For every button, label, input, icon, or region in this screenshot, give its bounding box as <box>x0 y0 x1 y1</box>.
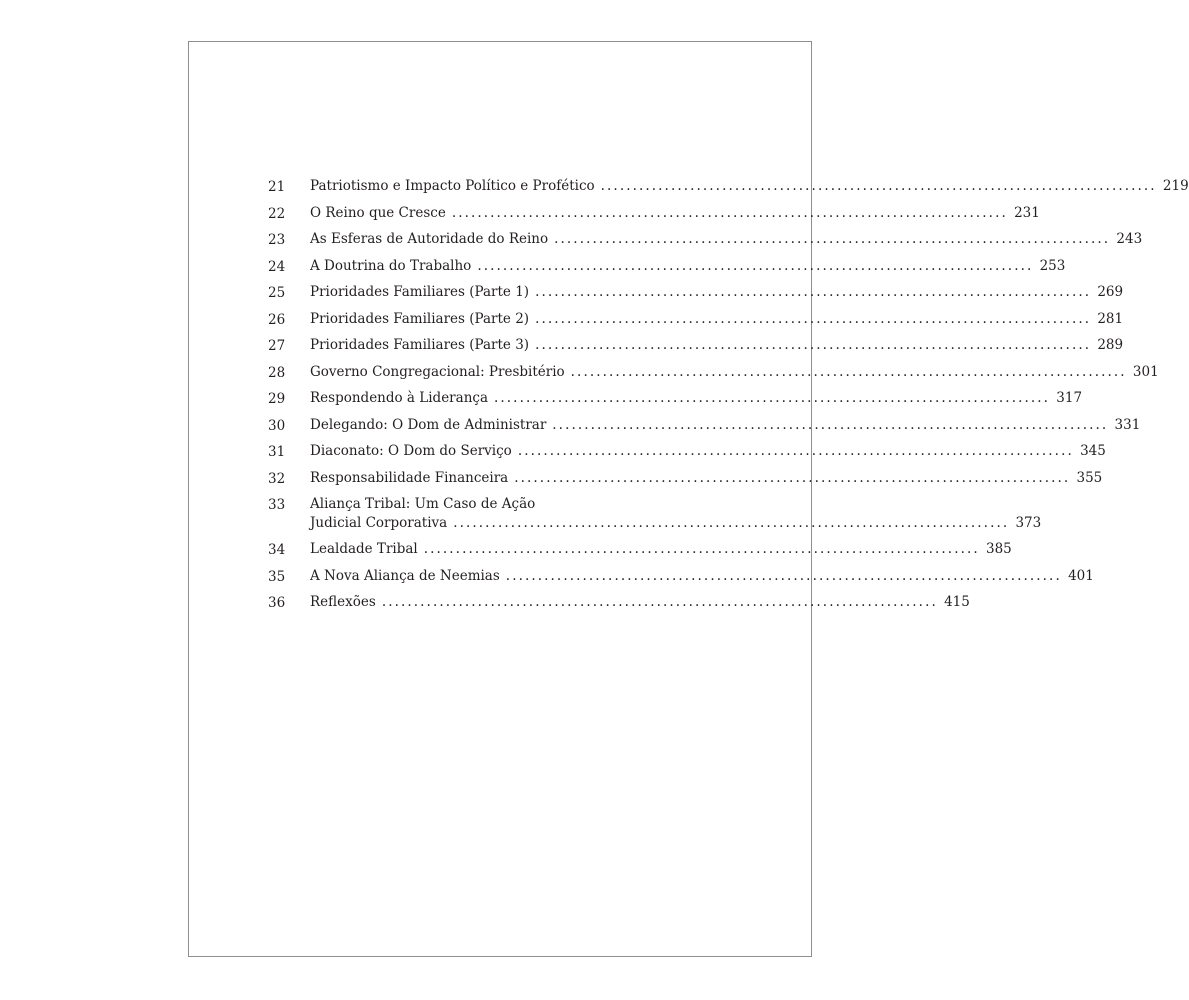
dot-leader: ....................................................................................... <box>600 178 1157 194</box>
toc-entry <box>268 176 1189 203</box>
dot-leader: ....................................................................................... <box>570 363 1127 380</box>
page-number: 243 <box>1116 231 1143 247</box>
toc-entry <box>268 388 1083 415</box>
chapter-title: Governo Congregacional: Presbitério <box>310 363 565 380</box>
page-number: 331 <box>1114 416 1141 433</box>
toc-entry <box>268 282 1124 309</box>
dot-leader: ....................................................................................... <box>451 204 1008 221</box>
toc-entry <box>268 592 970 619</box>
page-number: 317 <box>1056 390 1083 406</box>
chapter-title: Responsabilidade Financeira <box>310 469 509 486</box>
toc-entry <box>268 415 1141 442</box>
page-number: 289 <box>1097 337 1124 353</box>
page-number: 415 <box>944 594 970 610</box>
chapter-number: 28 <box>268 364 286 381</box>
chapter-number: 36 <box>268 595 286 611</box>
toc-entry <box>268 203 1040 230</box>
toc-entry <box>268 256 1066 283</box>
chapter-number: 21 <box>268 179 286 195</box>
dot-leader: ....................................................................................... <box>505 567 1062 584</box>
chapter-number: 34 <box>268 542 286 558</box>
chapter-number: 26 <box>268 311 286 328</box>
page-number: 401 <box>1068 567 1094 584</box>
chapter-title: Delegando: O Dom de Administrar <box>310 416 547 433</box>
page-number: 373 <box>1015 515 1042 531</box>
page-number: 269 <box>1097 284 1124 300</box>
chapter-title: Patriotismo e Impacto Político e Profético <box>310 178 595 194</box>
chapter-title: A Nova Aliança de Neemias <box>310 567 500 584</box>
dot-leader: ....................................................................................... <box>381 594 938 610</box>
page-number: 281 <box>1097 310 1124 327</box>
chapter-number: 33 <box>268 497 286 513</box>
table-of-contents <box>268 176 1189 619</box>
chapter-title: O Reino que Cresce <box>310 204 446 221</box>
chapter-number: 31 <box>268 444 286 460</box>
dot-leader: ....................................................................................... <box>554 231 1111 247</box>
dot-leader: ....................................................................................... <box>494 390 1051 406</box>
page-number: 301 <box>1132 363 1159 380</box>
dot-leader: ....................................................................................... <box>535 310 1092 327</box>
dot-leader: ....................................................................................... <box>552 416 1109 433</box>
chapter-number: 30 <box>268 417 286 434</box>
page-number: 231 <box>1014 204 1040 221</box>
page-number: 253 <box>1039 257 1066 274</box>
chapter-number: 23 <box>268 232 286 248</box>
chapter-title-line-2: Judicial Corporativa <box>310 515 448 531</box>
chapter-title: Prioridades Familiares (Parte 3) <box>310 337 530 353</box>
chapter-number: 24 <box>268 258 286 275</box>
page-number: 345 <box>1080 443 1106 459</box>
toc-entry <box>268 494 1042 539</box>
chapter-number: 25 <box>268 285 286 301</box>
dot-leader: ....................................................................................... <box>423 541 980 557</box>
toc-entry <box>268 539 1012 566</box>
chapter-number: 22 <box>268 205 286 222</box>
chapter-title: Prioridades Familiares (Parte 1) <box>310 284 530 300</box>
chapter-number: 29 <box>268 391 286 407</box>
toc-entry <box>268 566 1094 593</box>
toc-entry <box>268 309 1124 336</box>
page-number: 385 <box>985 541 1012 557</box>
chapter-title: Diaconato: O Dom do Serviço <box>310 443 512 459</box>
chapter-number: 27 <box>268 338 286 354</box>
chapter-title: Respondendo à Liderança <box>310 390 488 406</box>
toc-entry <box>268 229 1143 256</box>
dot-leader: ....................................................................................... <box>535 337 1092 353</box>
chapter-title: As Esferas de Autoridade do Reino <box>310 231 549 247</box>
chapter-title-line-1: Aliança Tribal: Um Caso de Ação <box>310 496 536 512</box>
dot-leader: ....................................................................................... <box>535 284 1092 300</box>
chapter-number: 35 <box>268 568 286 585</box>
page-number: 219 <box>1162 178 1189 194</box>
toc-entry <box>268 362 1159 389</box>
dot-leader: ....................................................................................... <box>514 469 1071 486</box>
chapter-title: Prioridades Familiares (Parte 2) <box>310 310 530 327</box>
dot-leader: ....................................................................................... <box>517 443 1074 459</box>
chapter-title: Lealdade Tribal <box>310 541 418 557</box>
dot-leader: ....................................................................................... <box>453 515 1010 531</box>
toc-entry <box>268 335 1124 362</box>
chapter-number: 32 <box>268 470 286 487</box>
toc-entry <box>268 441 1106 468</box>
chapter-title: Reflexões <box>310 594 376 610</box>
page-number: 355 <box>1076 469 1103 486</box>
toc-entry <box>268 468 1103 495</box>
dot-leader: ....................................................................................... <box>477 257 1034 274</box>
chapter-title: A Doutrina do Trabalho <box>310 257 472 274</box>
